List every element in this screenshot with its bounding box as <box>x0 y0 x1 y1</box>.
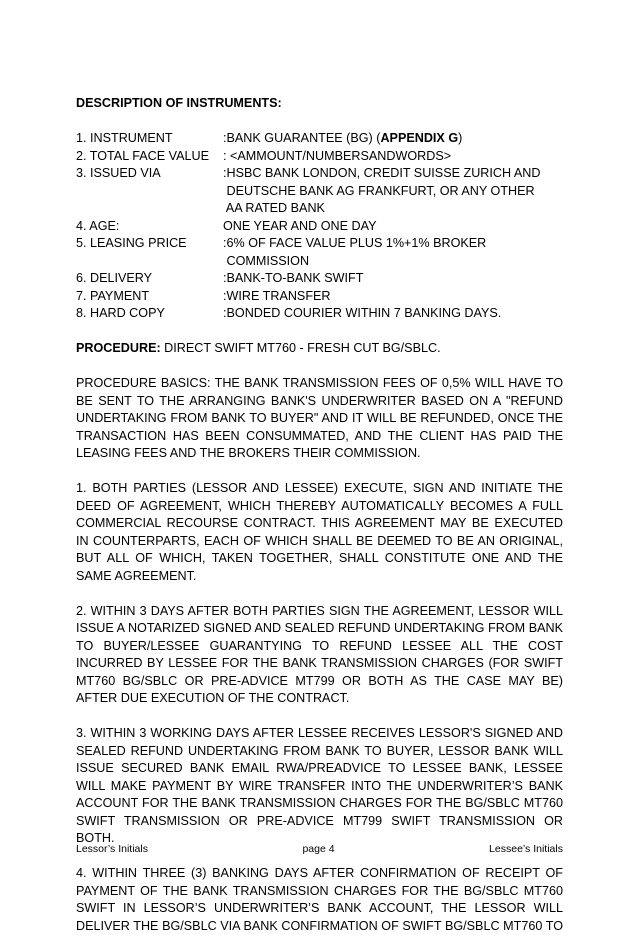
instrument-label: 8. HARD COPY <box>76 306 165 320</box>
appendix-reference: APPENDIX G <box>380 131 459 145</box>
document-body <box>76 95 563 935</box>
section-heading: DESCRIPTION OF INSTRUMENTS: <box>76 96 282 110</box>
instrument-value: :BANK GUARANTEE (BG) (APPENDIX G) <box>223 131 463 145</box>
procedure-text: DIRECT SWIFT MT760 - FRESH CUT BG/SBLC. <box>160 341 441 355</box>
procedure-basics-paragraph: PROCEDURE BASICS: THE BANK TRANSMISSION FEES OF 0,5% WILL HAVE TO BE SENT TO THE ARRANGING BANK'S UNDERWRITER BASED ON A "REFUND UNDERTAKING FROM BANK TO BUYER" AND IT WILL BE REFUNDED, ONCE THE TRANSACTION HAS BEEN CONSUMMATED, AND THE CLIENT HAS PAID THE LEASING FEES AND THE BROKERS THEIR COMMISSION. <box>76 376 563 460</box>
instrument-value: :BANK-TO-BANK SWIFT <box>223 271 364 285</box>
instrument-label: 2. TOTAL FACE VALUE <box>76 148 209 163</box>
instrument-value: :WIRE TRANSFER <box>223 288 331 303</box>
instruments-table <box>76 130 563 323</box>
instrument-label: 1. INSTRUMENT <box>76 131 173 145</box>
instrument-label: 6. DELIVERY <box>76 271 153 285</box>
instrument-label: 5. LEASING PRICE <box>76 236 187 250</box>
instrument-label: 4. AGE: <box>76 218 120 233</box>
instrument-value: :BONDED COURIER WITHIN 7 BANKING DAYS. <box>223 306 502 320</box>
instrument-row <box>76 130 563 148</box>
instrument-row <box>76 288 563 306</box>
instrument-row <box>76 235 563 270</box>
instrument-row <box>76 165 563 218</box>
instrument-row <box>76 218 563 236</box>
step-2-paragraph: 2. WITHIN 3 DAYS AFTER BOTH PARTIES SIGN THE AGREEMENT, LESSOR WILL ISSUE A NOTARIZED SIGNED AND SEALED REFUND UNDERTAKING FROM BANK TO BUYER/LESSEE GUARANTYING TO REFUND LESSEE ALL THE COST INCURRED BY LESSEE FOR THE BANK TRANSMISSION CHARGES (FOR SWIFT MT760 BG/SBLC OR PRE-ADVICE MT799 OR BOTH AS THE CASE MAY BE) AFTER DUE EXECUTION OF THE CONTRACT. <box>76 603 563 705</box>
instrument-label: 3. ISSUED VIA <box>76 166 161 180</box>
procedure-line <box>76 340 563 358</box>
step-1-paragraph: 1. BOTH PARTIES (LESSOR AND LESSEE) EXECUTE, SIGN AND INITIATE THE DEED OF AGREEMENT, WHICH THEREBY AUTOMATICALLY BECOMES A FULL COMMERCIAL RECOURSE CONTRACT. THIS AGREEMENT MAY BE EXECUTED IN COUNTERPARTS, EACH OF WHICH SHALL BE DEEMED TO BE AN ORIGINAL, BUT ALL OF WHICH, TAKEN TOGETHER, SHALL CONSTITUTE ONE AND THE SAME AGREEMENT. <box>76 481 563 583</box>
instrument-value: ONE YEAR AND ONE DAY <box>223 218 377 233</box>
procedure-label: PROCEDURE: <box>76 341 161 355</box>
lessor-initials-label: Lessor’s Initials <box>76 843 148 855</box>
lessee-initials-label: Lessee’s Initials <box>489 843 563 855</box>
page-footer <box>76 843 563 855</box>
instrument-value: :6% OF FACE VALUE PLUS 1%+1% BROKER COMMISSION <box>223 236 487 268</box>
step-3-paragraph: 3. WITHIN 3 WORKING DAYS AFTER LESSEE RECEIVES LESSOR'S SIGNED AND SEALED REFUND UNDERTAKING FROM BANK TO BUYER, LESSOR BANK WILL ISSUE SECURED BANK EMAIL RWA/PREADVICE TO LESSEE BANK, LESSEE WILL MAKE PAYMENT BY WIRE TRANSFER INTO THE UNDERWRITER’S BANK ACCOUNT FOR THE BANK TRANSMISSION CHARGES FOR THE BG/SBLC MT760 SWIFT TRANSMISSION OR PRE-ADVICE MT799 SWIFT TRANSMISSION OR BOTH. <box>76 726 563 845</box>
instrument-value: :HSBC BANK LONDON, CREDIT SUISSE ZURICH AND DEUTSCHE BANK AG FRANKFURT, OR ANY OTHER AA RATED BANK <box>223 166 541 215</box>
instrument-row <box>76 305 563 323</box>
instrument-value: : <AMMOUNT/NUMBERSANDWORDS> <box>223 148 452 163</box>
instrument-row <box>76 270 563 288</box>
instrument-label: 7. PAYMENT <box>76 288 150 303</box>
page-number: page 4 <box>302 843 335 855</box>
step-4-paragraph: 4. WITHIN THREE (3) BANKING DAYS AFTER CONFIRMATION OF RECEIPT OF PAYMENT OF THE BANK TRANSMISSION CHARGES FOR THE BG/SBLC MT760 SWIFT IN LESSOR’S UNDERWRITER’S BANK ACCOUNT, THE LESSOR WILL DELIVER THE BG/SBLC VIA BANK CONFIRMATION OF SWIFT BG/SBLC MT760 TO <box>76 866 563 933</box>
instrument-row <box>76 148 563 166</box>
